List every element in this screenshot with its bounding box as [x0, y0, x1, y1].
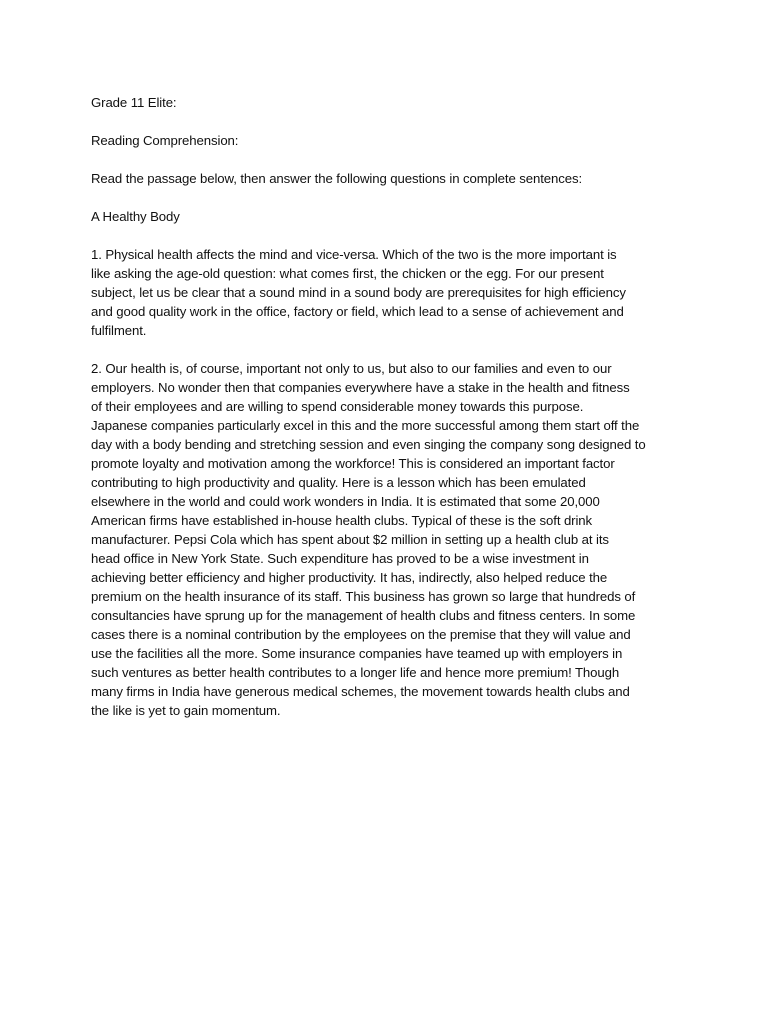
- paragraph-line: 1. Physical health affects the mind and vice-versa. Which of the two is the more important is: [91, 247, 617, 262]
- paragraph-line: subject, let us be clear that a sound mind in a sound body are prerequisites for high efficiency: [91, 285, 626, 300]
- grade-heading: Grade 11 Elite:: [91, 95, 177, 110]
- blank-line: [91, 340, 681, 359]
- paragraph-line: achieving better efficiency and higher productivity. It has, indirectly, also helped reduce the: [91, 570, 608, 585]
- paragraph-line: fulfilment.: [91, 323, 147, 338]
- paragraph-1: [91, 245, 681, 340]
- blank-line: [91, 112, 681, 131]
- blank-line: [91, 150, 681, 169]
- paragraph-line: promote loyalty and motivation among the workforce! This is considered an important factor: [91, 456, 615, 471]
- paragraph-line: of their employees and are willing to spend considerable money towards this purpose.: [91, 399, 584, 414]
- paragraph-line: such ventures as better health contributes to a longer life and hence more premium! Though: [91, 665, 620, 680]
- paragraph-line: day with a body bending and stretching session and even singing the company song designed to: [91, 437, 646, 452]
- paragraph-line: the like is yet to gain momentum.: [91, 703, 281, 718]
- paragraph-line: premium on the health insurance of its staff. This business has grown so large that hundreds of: [91, 589, 636, 604]
- paragraph-line: 2. Our health is, of course, important not only to us, but also to our families and even to our: [91, 361, 612, 376]
- paragraph-line: cases there is a nominal contribution by the employees on the premise that they will value and: [91, 627, 631, 642]
- paragraph-line: American firms have established in-house health clubs. Typical of these is the soft drink: [91, 513, 593, 528]
- blank-line: [91, 226, 681, 245]
- paragraph-line: like asking the age-old question: what comes first, the chicken or the egg. For our present: [91, 266, 604, 281]
- paragraph-line: consultancies have sprung up for the management of health clubs and fitness centers. In some: [91, 608, 636, 623]
- document-body: [91, 93, 681, 720]
- paragraph-line: elsewhere in the world and could work wonders in India. It is estimated that some 20,000: [91, 494, 600, 509]
- paragraph-line: use the facilities all the more. Some insurance companies have teamed up with employers in: [91, 646, 623, 661]
- paragraph-line: Japanese companies particularly excel in this and the more successful among them start off the: [91, 418, 640, 433]
- instruction-text: Read the passage below, then answer the following questions in complete sentences:: [91, 171, 583, 186]
- paragraph-2: [91, 359, 681, 720]
- section-heading: Reading Comprehension:: [91, 133, 239, 148]
- passage-title: A Healthy Body: [91, 209, 180, 224]
- paragraph-line: head office in New York State. Such expenditure has proved to be a wise investment in: [91, 551, 589, 566]
- paragraph-line: and good quality work in the office, factory or field, which lead to a sense of achievement and: [91, 304, 624, 319]
- blank-line: [91, 188, 681, 207]
- paragraph-line: many firms in India have generous medical schemes, the movement towards health clubs and: [91, 684, 630, 699]
- paragraph-line: employers. No wonder then that companies everywhere have a stake in the health and fitness: [91, 380, 630, 395]
- paragraph-line: contributing to high productivity and quality. Here is a lesson which has been emulated: [91, 475, 586, 490]
- paragraph-line: manufacturer. Pepsi Cola which has spent about $2 million in setting up a health club at its: [91, 532, 609, 547]
